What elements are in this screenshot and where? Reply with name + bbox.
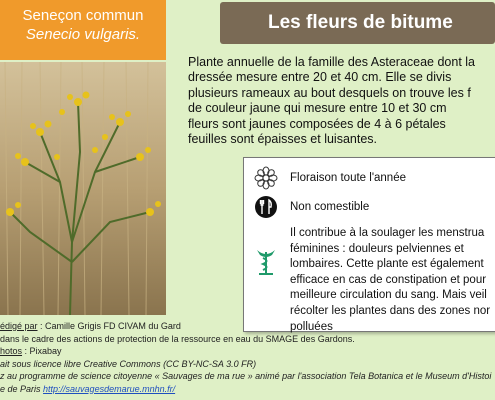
medicinal-line: efficace en cas de constipation et pour <box>290 273 487 286</box>
plant-photo <box>0 62 166 315</box>
edibility-text: Non comestible <box>290 201 370 213</box>
medicinal-line: féminines : douleurs pelviennes et <box>290 242 464 255</box>
credit-photos-label: hotos <box>0 346 23 356</box>
credit-photos-value: : Pixabay <box>22 346 62 356</box>
description-line: plusieurs rameaux au bout desquels on trouve les f <box>188 85 471 100</box>
caduceus-icon <box>254 246 278 270</box>
medicinal-line: meilleure circulation du sang. Mais veil <box>290 289 487 302</box>
credit-paris-line <box>0 383 495 396</box>
credit-program: z au programme de science citoyenne « Sauvages de ma rue » animé par l'association Tela Botanica et le Museum d'Histoi <box>0 371 492 381</box>
credits-footer <box>0 320 495 395</box>
medicinal-line: Il contribue à la soulager les menstrua <box>290 227 485 239</box>
credit-context: dans le cadre des actions de protection de la ressource en eau du SMAGE des Gardons. <box>0 333 355 344</box>
flowering-text: Floraison toute l'année <box>290 172 406 184</box>
medicinal-line: lombaires. Cette plante est également <box>290 258 484 271</box>
credit-author-value: : Camille Grigis FD CIVAM du Gard <box>37 321 181 331</box>
credit-paris: e de Paris <box>0 383 44 394</box>
medicinal-line: polluées <box>290 320 333 333</box>
credit-author <box>0 320 495 333</box>
description-line: dressée mesure entre 20 et 40 cm. Elle se divis <box>188 70 452 85</box>
medicinal-line: récolter les plantes dans des zones nor <box>290 304 491 317</box>
program-link[interactable]: http://sauvagesdemarue.mnhn.fr/ <box>43 383 176 394</box>
plant-name-header <box>0 0 166 60</box>
flower-icon <box>254 166 278 190</box>
plant-photo-illustration <box>0 62 166 315</box>
description-line: fleurs sont jaunes composées de 4 à 6 pétales <box>188 116 446 131</box>
medicinal-text <box>290 226 495 335</box>
plant-description <box>188 55 495 147</box>
credit-license: ait sous licence libre Creative Commons (CC BY-NC-SA 3.0 FR) <box>0 358 257 369</box>
credit-author-label: édigé par <box>0 321 38 331</box>
description-line: de couleur jaune qui mesure entre 10 et 30 cm <box>188 101 447 116</box>
common-name: Seneçon commun <box>22 7 144 24</box>
latin-name: Senecio vulgaris. <box>25 26 141 43</box>
credit-photos <box>0 345 495 358</box>
no-eat-icon <box>254 195 278 219</box>
plant-info-box <box>243 157 495 332</box>
description-line: Plante annuelle de la famille des Asteraceae dont la <box>188 55 475 69</box>
page-title: Les fleurs de bitume <box>220 2 495 44</box>
description-line: feuilles sont épaisses et luisantes. <box>188 132 377 147</box>
